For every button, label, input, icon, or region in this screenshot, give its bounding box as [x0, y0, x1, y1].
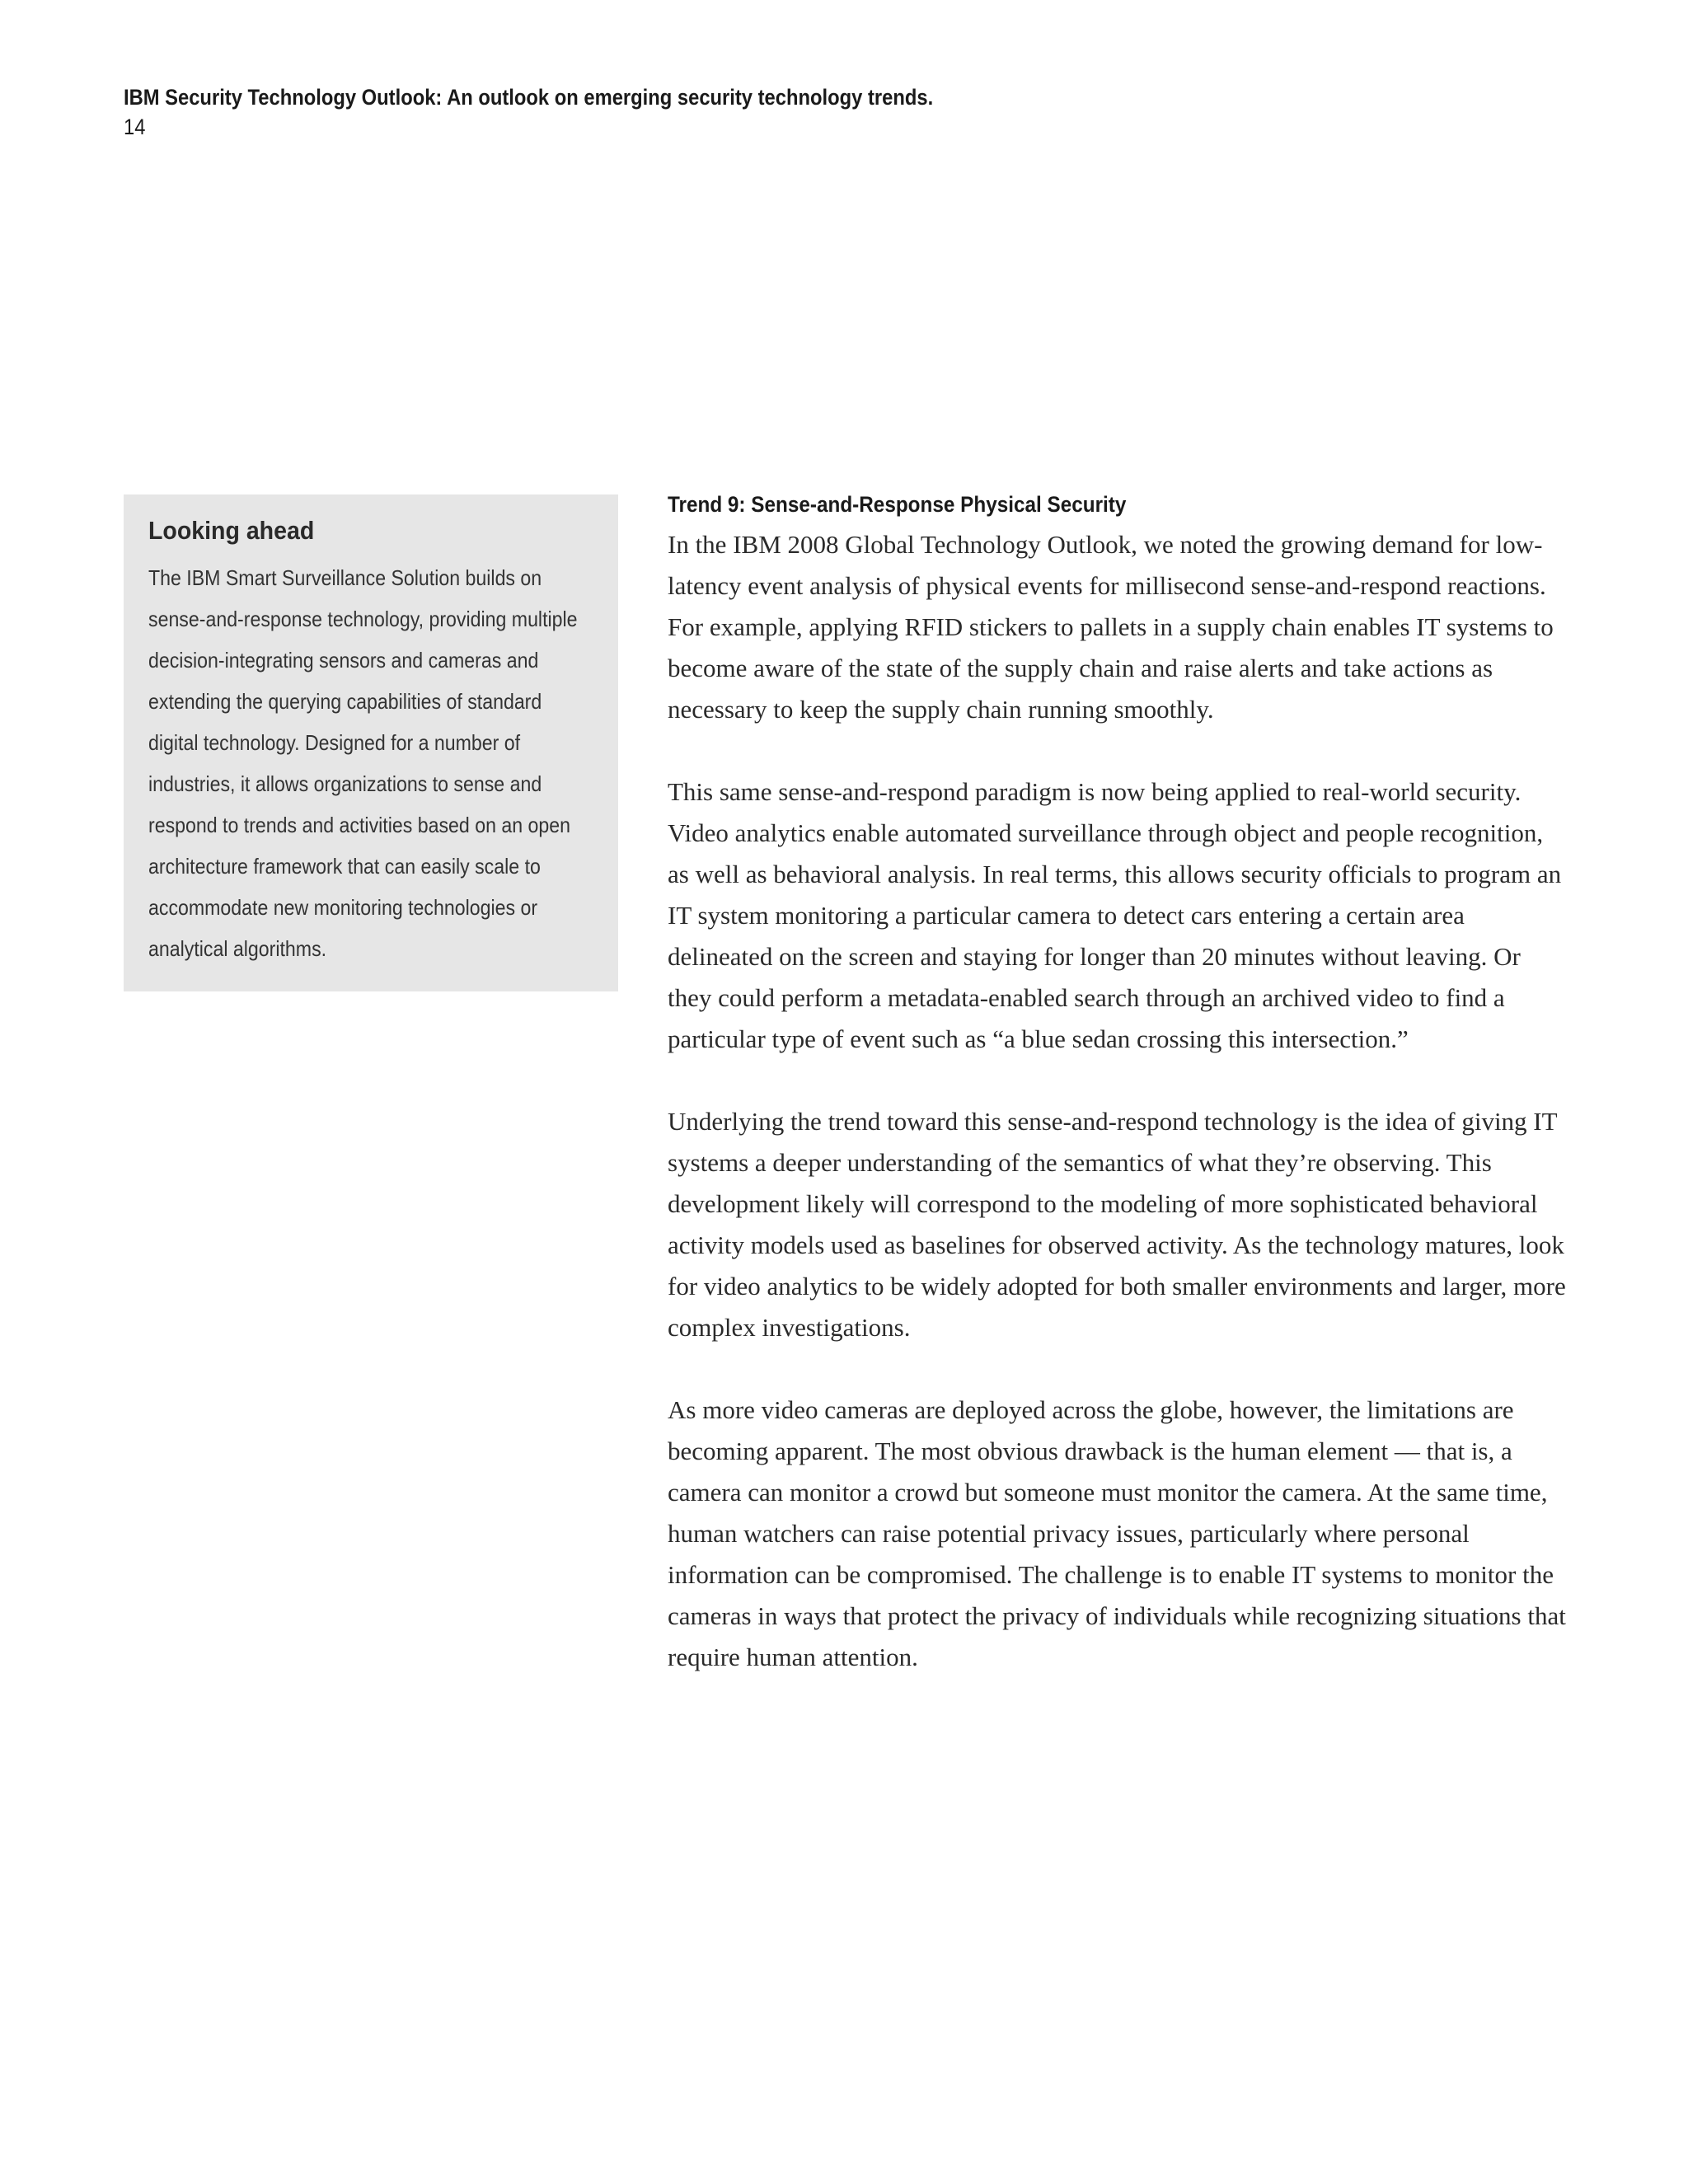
looking-ahead-sidebar — [124, 494, 618, 991]
trend-heading: Trend 9: Sense-and-Response Physical Security — [668, 492, 1127, 517]
page-header — [124, 82, 1525, 142]
body-paragraph-4: As more video cameras are deployed across the globe, however, the limitations are becoming apparent. The most obvious drawback is the human element — that is, a camera can monitor a crowd but someone must monitor the camera. At the same time, human watchers can raise potential privacy issues, particularly where personal information can be compromised. The challenge is to enable IT systems to monitor the cameras in ways that protect the privacy of individuals while recognizing situations that require human attention. — [668, 1395, 1566, 1671]
body-paragraph-2: This same sense-and-respond paradigm is now being applied to real-world security. Video analytics enable automated surveillance through object and people recognition, as well as behavioral analysis. In real terms, this allows security officials to program an IT system monitoring a particular camera to detect cars entering a certain area delineated on the screen and staying for longer than 20 minutes without leaving. Or they could perform a metadata-enabled search through an archived video to find a particular type of event such as “a blue sedan crossing this intersection.” — [668, 777, 1562, 1053]
sidebar-body: The IBM Smart Surveillance Solution builds on sense-and-response technology, providing multiple decision-integrating sensors and cameras and extending the querying capabilities of standard digital technology. Designed for a number of industries, it allows organizations to sense and respond to trends and activities based on an open architecture framework that can easily scale to accommodate new monitoring technologies or analytical algorithms. — [148, 565, 578, 961]
main-article — [668, 488, 1566, 1719]
page-number: 14 — [124, 115, 146, 139]
body-paragraph-1: In the IBM 2008 Global Technology Outlook, we noted the growing demand for low-latency event analysis of physical events for millisecond sense-and-respond reactions. For example, applying RFID stickers to pallets in a supply chain enables IT systems to become aware of the state of the supply chain and raise alerts and take actions as necessary to keep the supply chain running smoothly. — [668, 530, 1554, 724]
sidebar-title: Looking ahead — [148, 516, 315, 545]
document-title: IBM Security Technology Outlook: An outlook on emerging security technology trends. — [124, 85, 934, 110]
body-paragraph-3: Underlying the trend toward this sense-and-respond technology is the idea of giving IT systems a deeper understanding of the semantics of what they’re observing. This development likely will correspond to the modeling of more sophisticated behavioral activity models used as baselines for observed activity. As the technology matures, look for video analytics to be widely adopted for both smaller environments and larger, more complex investigations. — [668, 1107, 1566, 1342]
